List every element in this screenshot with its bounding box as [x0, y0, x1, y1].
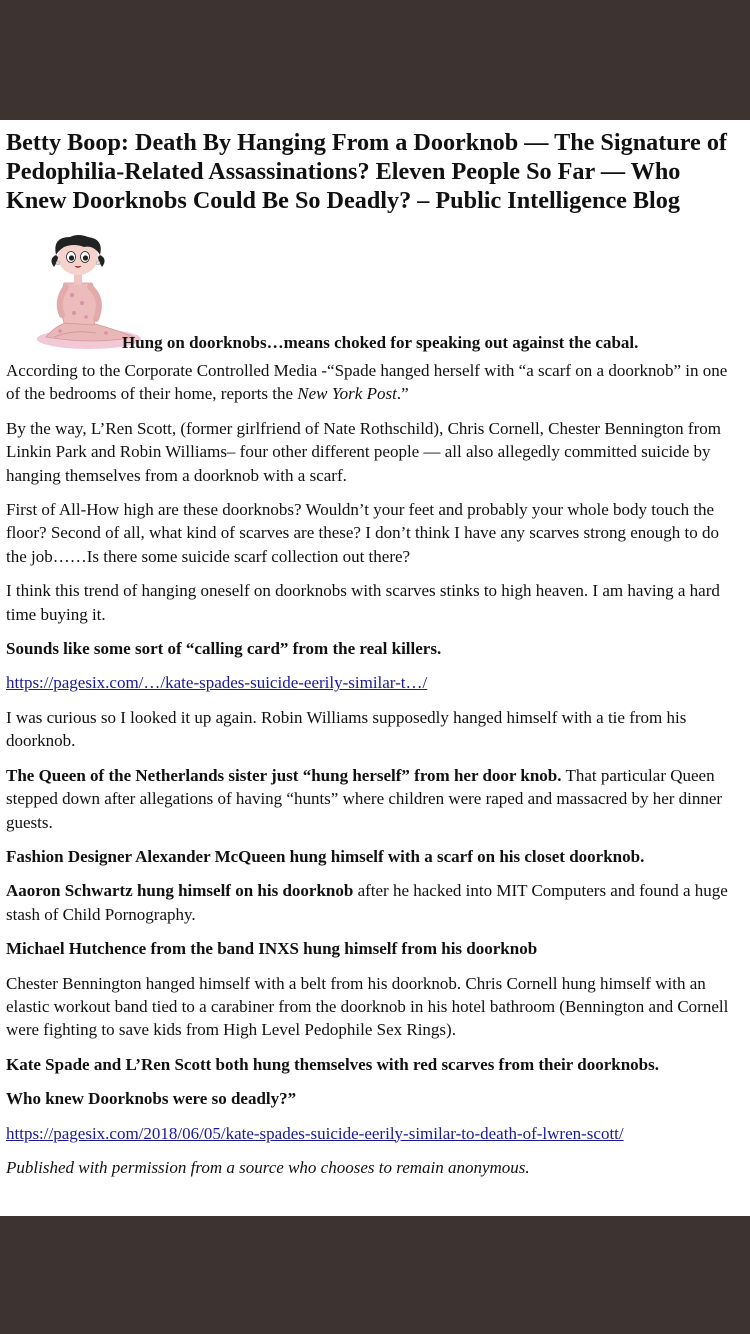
paragraph-schwartz: [6, 879, 750, 926]
queen-netherlands-bold: The Queen of the Netherlands sister just “hung herself” from her door knob.: [6, 765, 562, 785]
paragraph-who-knew: Who knew Doorknobs were so deadly?”: [6, 1089, 297, 1109]
link-paragraph-1: [6, 671, 750, 694]
newspaper-name: New York Post: [297, 384, 397, 404]
paragraph-bennington-cornell: Chester Bennington hanged himself with a belt from his doorknob. Chris Cornell hung himself with an elastic workout band tied to a carabiner from the doorknob in his hotel bathroom (Bennington and Cornell were fighting to save kids from High Level Pedophile Sex Rings).: [6, 973, 729, 1040]
paragraph-doorknob-height: First of All-How high are these doorknobs? Wouldn’t your feet and probably your whole body touch the floor? Second of all, what kind of scarves are these? I don’t think I have any scarves strong enough to do the job……Is there some suicide scarf collection out there?: [6, 500, 720, 566]
pagesix-short-link[interactable]: https://pagesix.com/…/kate-spades-suicide-eerily-similar-t…/: [6, 673, 428, 693]
link-paragraph-2: [6, 1122, 750, 1145]
article-screenshot: [0, 120, 750, 1216]
paragraph-media-quote-end: .”: [396, 384, 409, 404]
schwartz-bold: Aaoron Schwartz hung himself on his doorknob: [6, 881, 354, 901]
paragraph-queen-netherlands: [6, 764, 750, 834]
article-title: Betty Boop: Death By Hanging From a Doorknob — The Signature of Pedophilia-Related Assassinations? Eleven People So Far — Who Knew Doorknobs Could Be So Deadly? – Public Intelligence Blog: [6, 129, 727, 214]
pagesix-full-link[interactable]: https://pagesix.com/2018/06/05/kate-spades-suicide-eerily-similar-to-death-of-lwren-scott/: [6, 1123, 624, 1143]
paragraph-mcqueen: Fashion Designer Alexander McQueen hung himself with a scarf on his closet doorknob.: [6, 846, 645, 866]
paragraph-spade-scott: Kate Spade and L’Ren Scott both hung themselves with red scarves from their doorknobs.: [6, 1054, 659, 1074]
queen-netherlands-rest: That particular Queen stepped down after allegations of having “hunts” where children were raped and massacred by her dinner guests.: [6, 765, 723, 832]
figure-row: [6, 229, 750, 351]
bottom-frame-bar: [0, 1216, 750, 1334]
paragraph-trend: I think this trend of hanging oneself on doorknobs with scarves stinks to high heaven. I am having a hard time buying it.: [6, 581, 720, 624]
paragraph-by-the-way: By the way, L’Ren Scott, (former girlfriend of Nate Rothschild), Chris Cornell, Chester Bennington from Linkin Park and Robin Williams– four other different people — all also allegedly committed suicide by hanging themselves from a doorknob with a scarf.: [6, 418, 721, 485]
paragraph-published-note: Published with permission from a source who chooses to remain anonymous.: [6, 1157, 530, 1177]
image-caption: Hung on doorknobs…means choked for speaking out against the cabal.: [122, 333, 639, 352]
paragraph-robin-williams: I was curious so I looked it up again. Robin Williams supposedly hanged himself with a tie from his doorknob.: [6, 707, 687, 751]
paragraph-media-quote: [6, 359, 750, 406]
paragraph-media-quote-text: According to the Corporate Controlled Media -“Spade hanged herself with “a scarf on a doorknob” in one of the bedrooms of their home, reports the: [6, 361, 728, 404]
schwartz-rest: after he hacked into MIT Computers and found a huge stash of Child Pornography.: [6, 881, 728, 924]
paragraph-hutchence: Michael Hutchence from the band INXS hung himself from his doorknob: [6, 939, 538, 959]
paragraph-calling-card: Sounds like some sort of “calling card” from the real killers.: [6, 639, 442, 659]
top-frame-bar: [0, 0, 750, 120]
